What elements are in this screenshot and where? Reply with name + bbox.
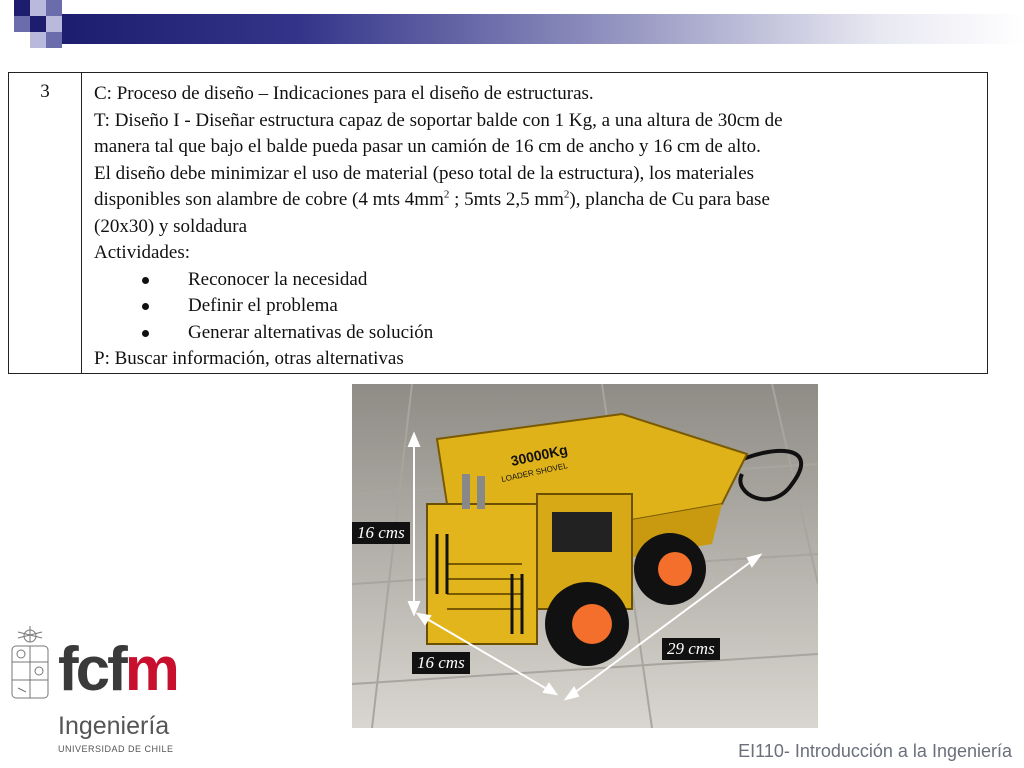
activities-list xyxy=(94,267,987,347)
footer-course: EI110- Introducción a la Ingeniería xyxy=(738,741,1012,761)
truck-load-text: 30000Kg xyxy=(509,441,569,469)
height-label: 16 cms xyxy=(352,522,410,544)
content-line: P: Buscar información, otras alternativas xyxy=(94,348,404,369)
university-seal-icon xyxy=(8,622,52,707)
row-number: 3 xyxy=(9,73,82,374)
bullet-icon xyxy=(142,277,149,284)
truck-illustration xyxy=(352,384,818,728)
content-line: El diseño debe minimizar el uso de material (peso total de la estructura), los materiales xyxy=(94,162,755,184)
content-line: C: Proceso de diseño – Indicaciones para el diseño de estructuras. xyxy=(94,83,594,104)
table-row xyxy=(9,73,988,374)
length-label: 29 cms xyxy=(662,638,720,660)
list-item: Generar alternativas de solución xyxy=(142,320,987,347)
bullet-icon xyxy=(142,330,149,337)
activities-label: Actividades: xyxy=(94,242,191,263)
content-line: T: Diseño I - Diseñar estructura capaz de soportar balde con 1 Kg, a una altura de 30cm de xyxy=(94,109,783,131)
header-squares-decoration xyxy=(0,0,80,60)
content-line: manera tal que bajo el balde pueda pasar un camión de 16 cm de ancho y 16 cm de alto. xyxy=(94,136,761,157)
truck-brand-text: LOADER SHOVEL xyxy=(500,461,569,484)
header-gradient-bar xyxy=(60,14,1024,44)
row-content xyxy=(82,73,988,374)
materials-line: disponibles son alambre de cobre (4 mts $4mm^2$ ; 5mts 2,5 $mm^2$), plancha de Cu para base xyxy=(94,188,770,210)
content-line: (20x30) y soldadura xyxy=(94,215,248,237)
bullet-icon xyxy=(142,303,149,310)
logo-university: UNIVERSIDAD DE CHILE xyxy=(58,744,174,754)
header-top-strip xyxy=(60,0,1024,14)
width-label: 16 cms xyxy=(412,652,470,674)
list-item: Definir el problema xyxy=(142,293,987,320)
logo-subtitle: Ingeniería xyxy=(58,712,170,740)
list-item: Reconocer la necesidad xyxy=(142,267,987,294)
truck-photo xyxy=(352,384,818,728)
task-table xyxy=(8,72,988,374)
brand-logo: fcfm xyxy=(58,635,177,704)
